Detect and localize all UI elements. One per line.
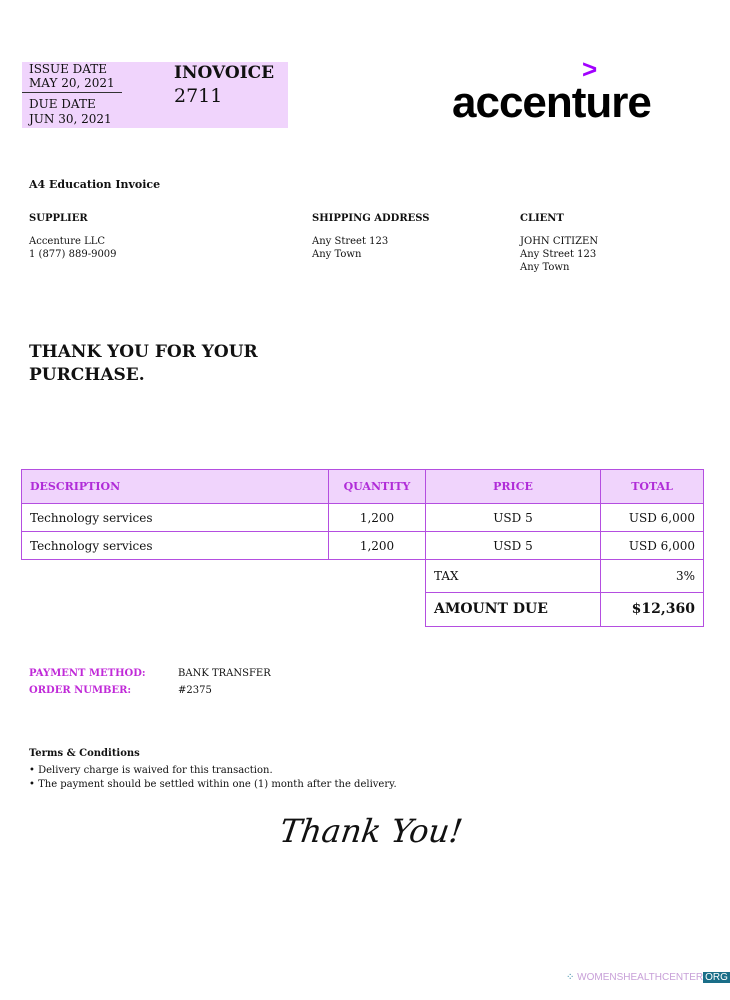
amount-due-value: $12,360	[601, 592, 704, 626]
terms-title: Terms & Conditions	[29, 748, 140, 759]
due-date-label: DUE DATE	[29, 97, 96, 111]
order-number: #2375	[178, 685, 212, 696]
watermark	[566, 972, 730, 983]
due-date: JUN 30, 2021	[29, 112, 112, 126]
payment-method-label: PAYMENT METHOD:	[29, 668, 146, 679]
amount-due-row	[22, 592, 704, 626]
invoice-label: INOVOICE	[174, 63, 275, 83]
client-name: JOHN CITIZEN	[520, 236, 599, 247]
invoice-header-box	[22, 62, 288, 128]
cell: 1,200	[329, 532, 426, 560]
accenture-logo	[452, 54, 692, 127]
cell: 1,200	[329, 504, 426, 532]
shipping-block	[312, 212, 430, 261]
table-header	[22, 470, 704, 504]
terms-block	[29, 747, 397, 792]
logo-chevron-icon: >	[582, 54, 598, 84]
client-label: CLIENT	[520, 213, 564, 224]
shipping-town: Any Town	[312, 249, 362, 260]
cell: USD 5	[426, 532, 601, 560]
terms-item: • Delivery charge is waived for this transaction.	[29, 765, 273, 776]
col-description: DESCRIPTION	[22, 470, 329, 504]
dots-icon: ⁘	[566, 972, 575, 983]
supplier-name: Accenture LLC	[29, 236, 106, 247]
client-block	[520, 212, 598, 274]
shipping-street: Any Street 123	[312, 236, 389, 247]
supplier-block	[29, 212, 117, 261]
col-quantity: QUANTITY	[329, 470, 426, 504]
cell: Technology services	[22, 504, 329, 532]
client-town: Any Town	[520, 262, 570, 273]
issue-date-label: ISSUE DATE	[29, 62, 108, 76]
supplier-phone: 1 (877) 889-9009	[29, 249, 117, 260]
order-number-label: ORDER NUMBER:	[29, 685, 132, 696]
watermark-tld: ORG	[705, 972, 728, 983]
invoice-number: 2711	[174, 85, 223, 107]
thanks-line: PURCHASE.	[29, 365, 145, 385]
items-table	[21, 469, 704, 627]
payment-method: BANK TRANSFER	[178, 668, 271, 679]
col-price: PRICE	[426, 470, 601, 504]
terms-text: Delivery charge is waived for this transaction.	[38, 765, 273, 776]
logo-text: accenture	[452, 78, 651, 127]
tax-row	[22, 560, 704, 593]
table-row	[22, 532, 704, 560]
thank-you-signature: Thank You!	[277, 812, 465, 850]
cell: USD 5	[426, 504, 601, 532]
terms-item: • The payment should be settled within one (1) month after the delivery.	[29, 779, 397, 790]
thanks-line: THANK YOU FOR YOUR	[29, 342, 258, 362]
tax-value: 3%	[601, 560, 704, 593]
doc-title: A4 Education Invoice	[29, 178, 161, 191]
col-total: TOTAL	[601, 470, 704, 504]
cell: USD 6,000	[601, 504, 704, 532]
divider	[22, 92, 122, 93]
issue-date: MAY 20, 2021	[29, 76, 115, 90]
payment-block	[29, 665, 271, 699]
supplier-label: SUPPLIER	[29, 213, 88, 224]
terms-text: The payment should be settled within one (1) month after the delivery.	[38, 779, 397, 790]
table-row	[22, 504, 704, 532]
thanks-heading	[29, 341, 258, 387]
watermark-text: WOMENSHEALTHCENTER	[577, 972, 704, 983]
shipping-label: SHIPPING ADDRESS	[312, 213, 430, 224]
cell: Technology services	[22, 532, 329, 560]
client-street: Any Street 123	[520, 249, 597, 260]
amount-due-label: AMOUNT DUE	[426, 592, 601, 626]
tax-label: TAX	[426, 560, 601, 593]
cell: USD 6,000	[601, 532, 704, 560]
